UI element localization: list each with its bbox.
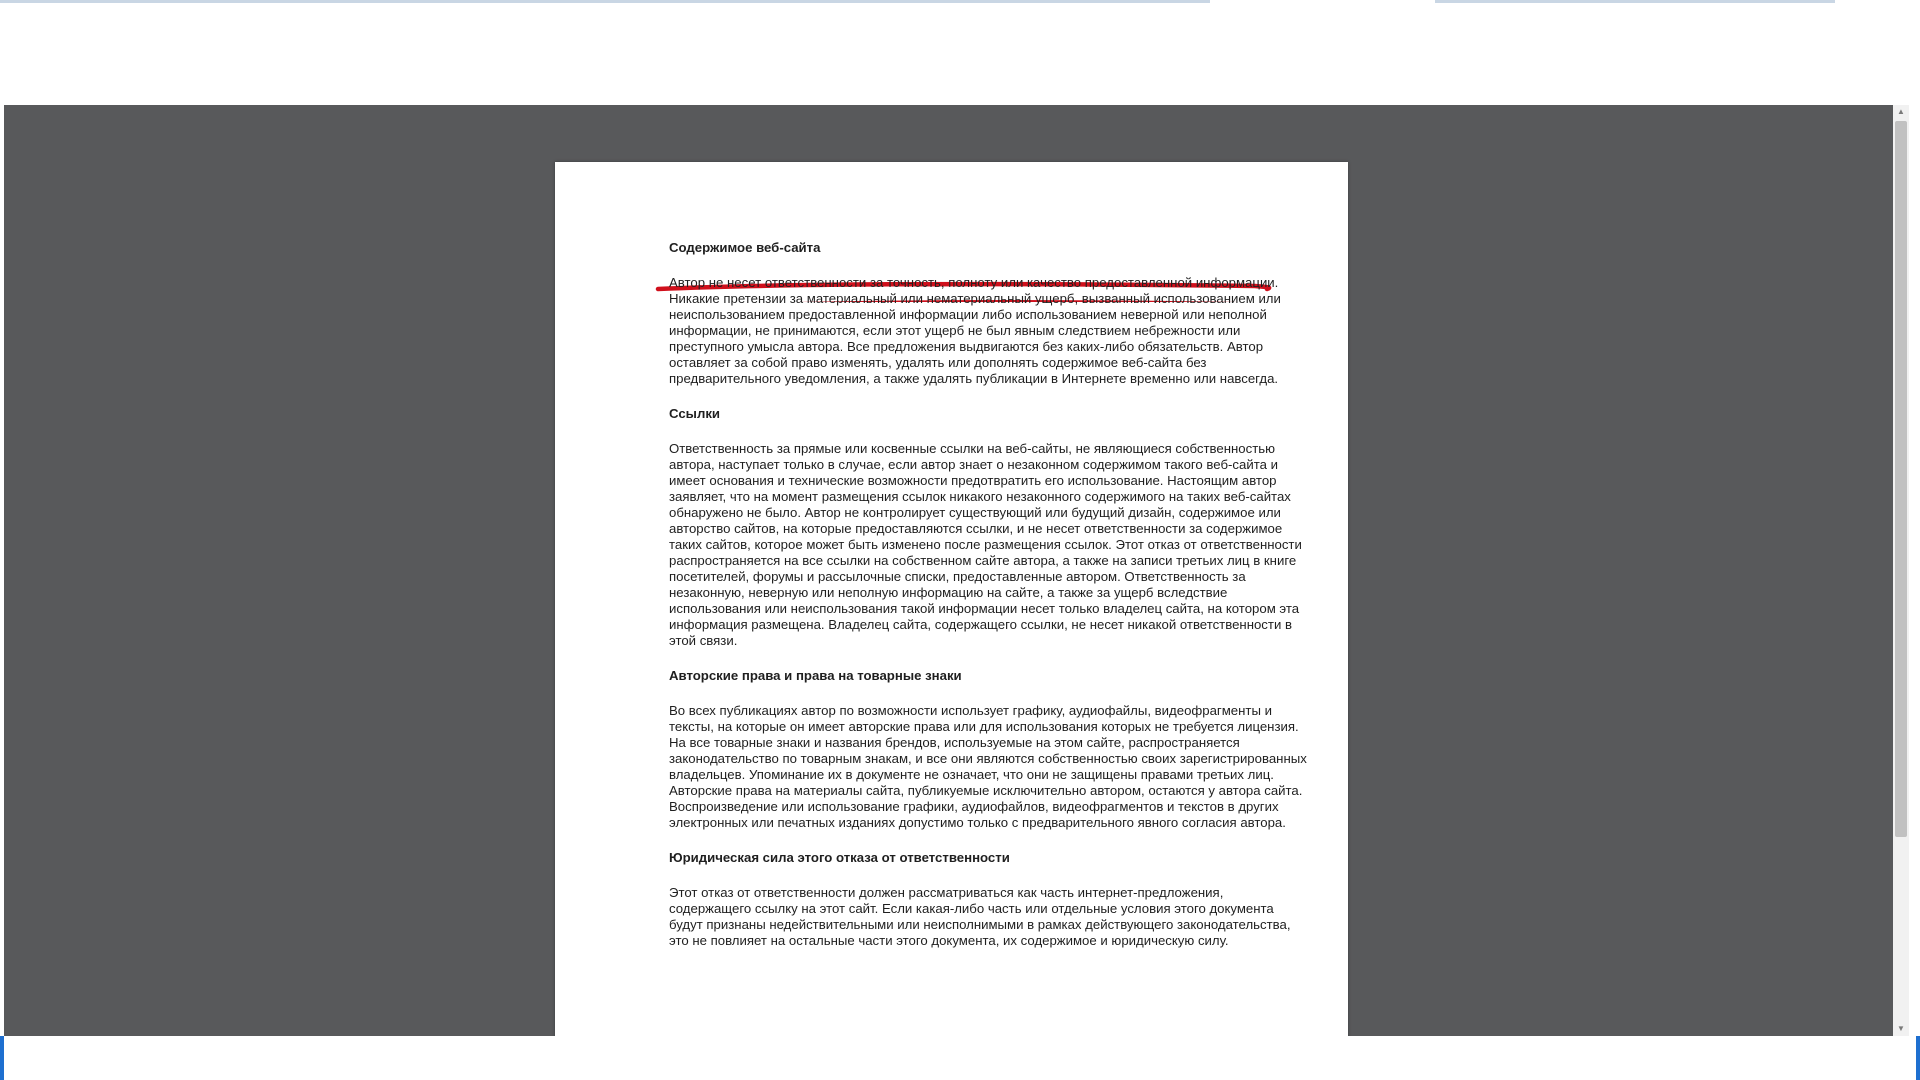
browser-top-area xyxy=(0,0,1920,105)
window-tab-strip-right xyxy=(1435,0,1835,3)
scroll-thumb[interactable] xyxy=(1895,121,1907,837)
window-edge-left xyxy=(0,1036,4,1080)
pdf-viewer[interactable] xyxy=(4,105,1909,1036)
window-tab-strip xyxy=(0,0,1210,3)
document-page xyxy=(555,162,1348,1036)
section-heading: Авторские права и права на товарные знаки xyxy=(669,668,962,683)
section-paragraph: Автор не несет ответственности за точность, полноту или качество предоставленной информации. Никакие претензии за материальный или нематериальный ущерб, вызванный использованием или неиспользованием предоставленной информации либо использованием неверной или неполной информации, не принимаются, если этот ущерб не был явным следствием небрежности или преступного умысла автора. Все предложения выдвигаются без каких-либо обязательств. Автор оставляет за собой право изменять, удалять или дополнять содержимое веб-сайта без предварительного уведомления, а также удалять публикации в Интернете временно или навсегда. xyxy=(669,275,1281,386)
section-heading: Ссылки xyxy=(669,406,721,421)
section-heading: Содержимое веб-сайта xyxy=(669,240,821,255)
section-paragraph: Во всех публикациях автор по возможности использует графику, аудиофайлы, видеофрагменты и тексты, на которые он имеет авторские права или для использования которых не требуется лицензия. На все товарные знаки и названия брендов, используемые на этом сайте, распространяется законодательство по товарным знакам, и все они являются собственностью своих зарегистрированных владельцев. Упоминание их в документе не означает, что они не защищены правами третьих лиц. Авторские права на материалы сайта, публикуемые исключительно автором, остаются у автора сайта. Воспроизведение или использование графики, аудиофайлов, видеофрагментов и текстов в других электронных или печатных изданиях допустимо только с предварительного явного согласия автора. xyxy=(669,703,1307,830)
vertical-scrollbar[interactable] xyxy=(1893,105,1909,1036)
bottom-area xyxy=(0,1036,1920,1080)
section-heading: Юридическая сила этого отказа от ответственности xyxy=(669,850,1010,865)
section-paragraph: Ответственность за прямые или косвенные ссылки на веб-сайты, не являющиеся собственностью автора, наступает только в случае, если автор знает о незаконном содержимом такого веб-сайта и имеет основания и технические возможности предотвратить его использование. Настоящим автор заявляет, что на момент размещения ссылок никакого незаконного содержимого на таких веб-сайтах обнаружено не было. Автор не контролирует существующий или будущий дизайн, содержимое или авторство сайтов, на которые предоставляются ссылки, и не несет ответственности за содержимое таких сайтов, которое может быть изменено после размещения ссылок. Этот отказ от ответственности распространяется на все ссылки на собственном сайте автора, а также на записи третьих лиц в книге посетителей, форумы и рассылочные списки, предоставленные автором. Ответственность за незаконную, неверную или неполную информацию на сайте, а также за ущерб вследствие использования или неиспользования такой информации несет только владелец сайта, на котором эта информация размещена. Владелец сайта, содержащего ссылки, не несет никакой ответственности в этой связи. xyxy=(669,441,1302,648)
scroll-up-icon[interactable]: ▲ xyxy=(1897,107,1905,116)
document-content xyxy=(669,240,1309,968)
window-edge-right xyxy=(1916,1036,1920,1080)
section-paragraph: Этот отказ от ответственности должен рассматриваться как часть интернет-предложения, содержащего ссылку на этот сайт. Если какая-либо часть или отдельные условия этого документа будут признаны недействительными или неисполнимыми в рамках действующего законодательства, это не повлияет на остальные части этого документа, их содержимое и юридическую силу. xyxy=(669,885,1291,948)
scroll-down-icon[interactable]: ▼ xyxy=(1897,1024,1905,1033)
